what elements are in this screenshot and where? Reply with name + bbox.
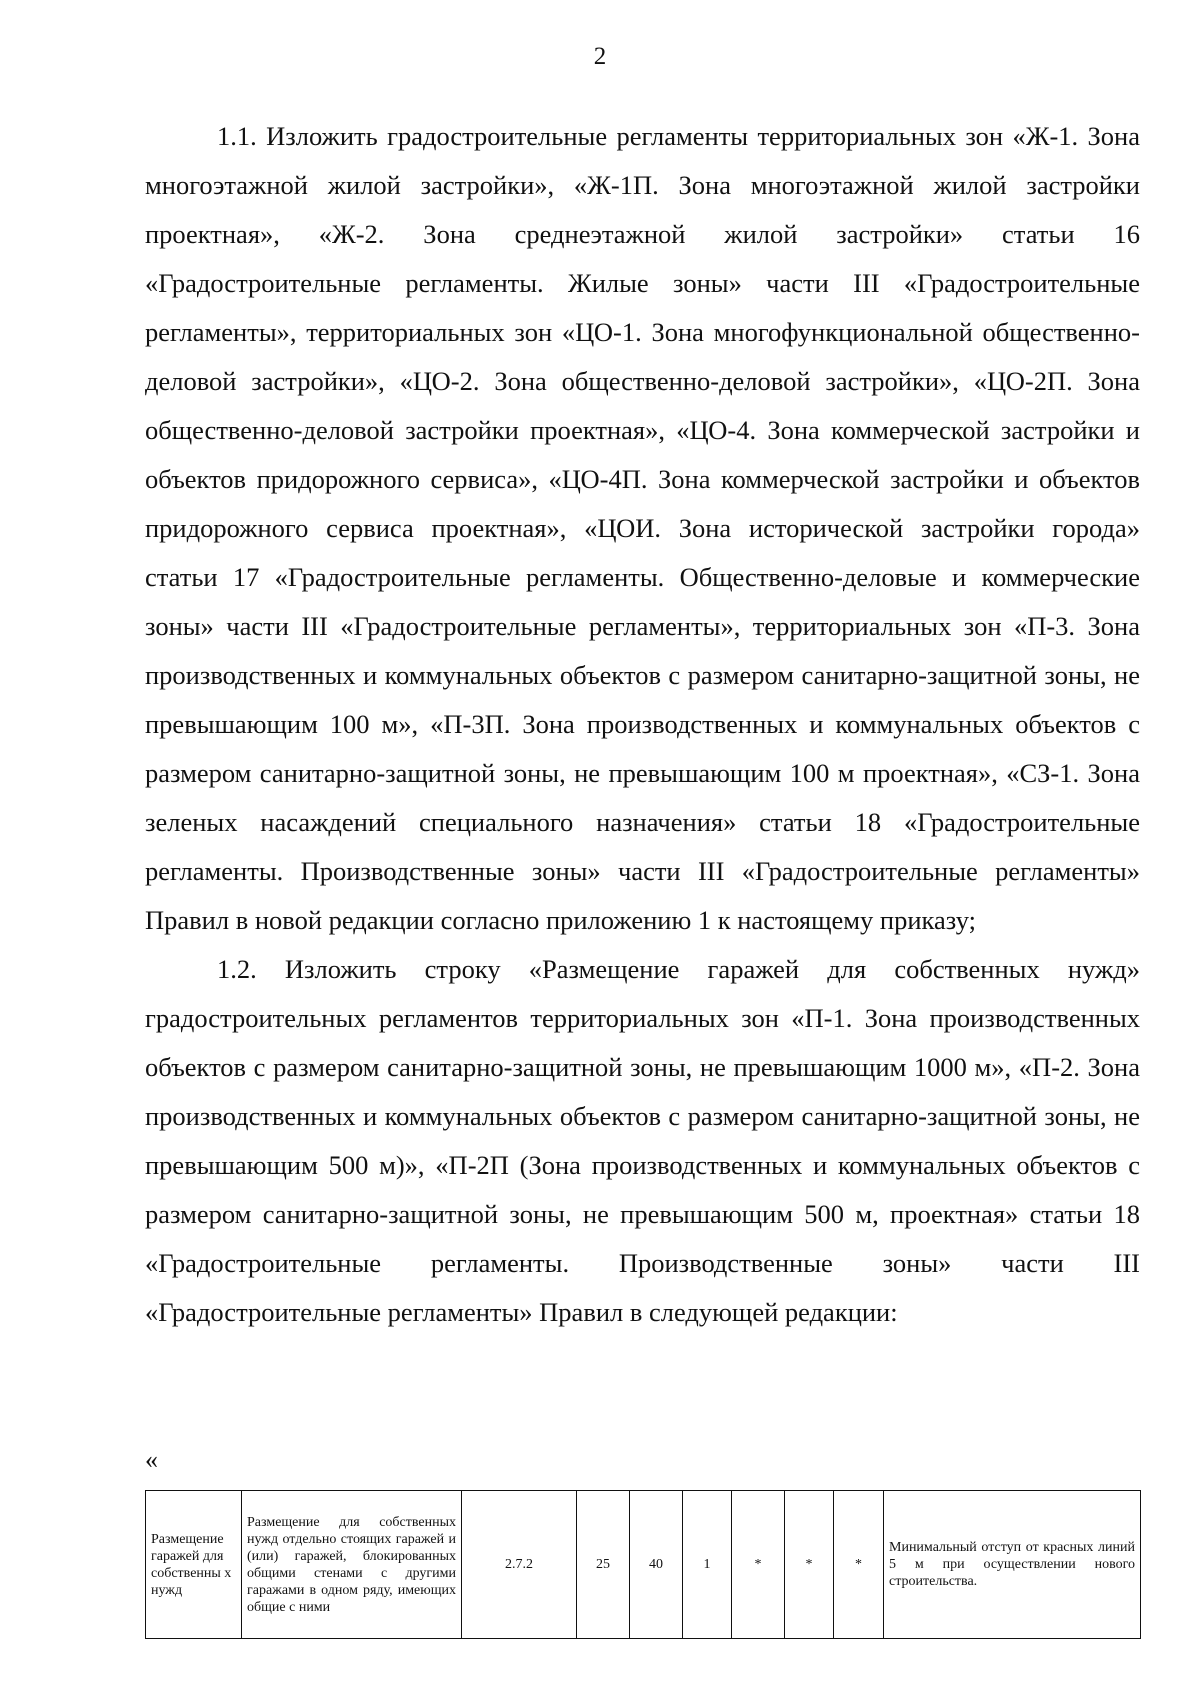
body-text [145,112,1140,1337]
table-row [146,1491,1141,1639]
cell-value-3: 1 [683,1491,732,1639]
cell-value-6: * [834,1491,884,1639]
cell-value-5: * [785,1491,834,1639]
paragraph-1-2: 1.2. Изложить строку «Размещение гаражей для собственных нужд» градостроительных регламентов территориальных зон «П-1. Зона производственных объектов с размером санитарно-защитной зоны, не превышающим 1000 м», «П-2. Зона производственных и коммунальных объектов с размером санитарно-защитной зоны, не превышающим 500 м)», «П-2П (Зона производственных и коммунальных объектов с размером санитарно-защитной зоны, не превышающим 500 м, проектная» статьи 18 «Градостроительные регламенты. Производственные зоны» части III «Градостроительные регламенты» Правил в следующей редакции: [145,954,1140,1327]
opening-quote: « [145,1445,158,1474]
cell-name: Размещение гаражей для собственны х нужд [146,1491,242,1639]
paragraph-1-1: 1.1. Изложить градостроительные регламенты территориальных зон «Ж-1. Зона многоэтажной жилой застройки», «Ж-1П. Зона многоэтажной жилой застройки проектная», «Ж-2. Зона среднеэтажной жилой застройки» статьи 16 «Градостроительные регламенты. Жилые зоны» части III «Градостроительные регламенты», территориальных зон «ЦО-1. Зона многофункциональной общественно-деловой застройки», «ЦО-2. Зона общественно-деловой застройки», «ЦО-2П. Зона общественно-деловой застройки проектная», «ЦО-4. Зона коммерческой застройки и объектов придорожного сервиса», «ЦО-4П. Зона коммерческой застройки и объектов придорожного сервиса проектная», «ЦОИ. Зона исторической застройки города» статьи 17 «Градостроительные регламенты. Общественно-деловые и коммерческие зоны» части III «Градостроительные регламенты», территориальных зон «П-3. Зона производственных и коммунальных объектов с размером санитарно-защитной зоны, не превышающим 100 м», «П-3П. Зона производственных и коммунальных объектов с размером санитарно-защитной зоны, не превышающим 100 м проектная», «СЗ-1. Зона зеленых насаждений специального назначения» статьи 18 «Градостроительные регламенты. Производственные зоны» части III «Градостроительные регламенты» Правил в новой редакции согласно приложению 1 к настоящему приказу; [145,121,1140,935]
cell-value-1: 25 [577,1491,630,1639]
regulation-table [145,1490,1141,1639]
cell-description: Размещение для собственных нужд отдельно стоящих гаражей и (или) гаражей, блокированных общими стенами с другими гаражами в одном ряду, имеющих общие с ними [242,1491,462,1639]
cell-note: Минимальный отступ от красных линий 5 м при осуществлении нового строительства. [884,1491,1141,1639]
cell-code: 2.7.2 [462,1491,577,1639]
cell-value-4: * [732,1491,785,1639]
cell-value-2: 40 [630,1491,683,1639]
page-number: 2 [593,43,607,70]
